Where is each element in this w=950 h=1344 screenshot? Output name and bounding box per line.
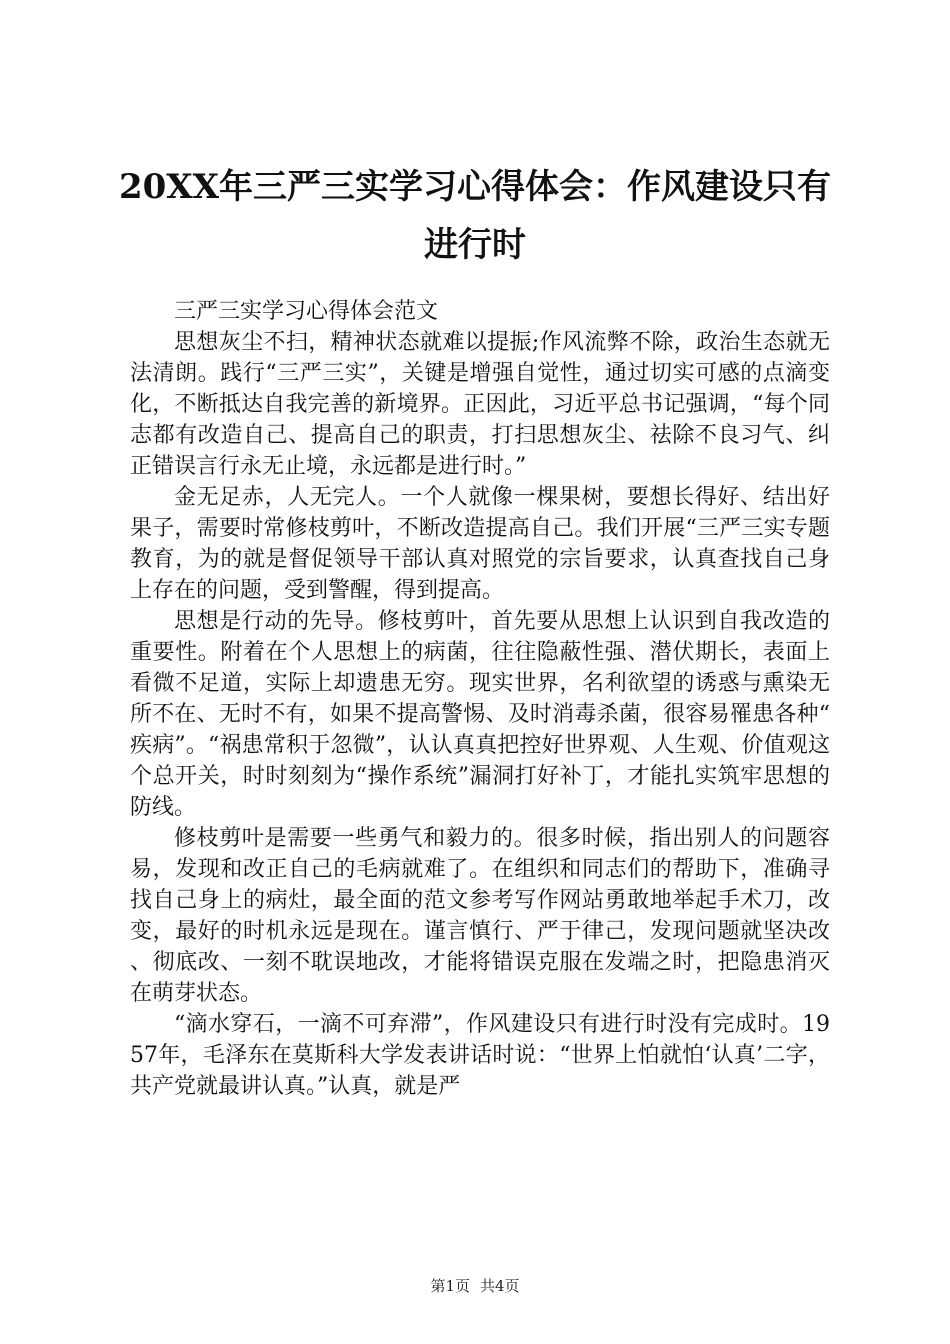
document-body <box>130 296 830 1102</box>
paragraph-1: 思想灰尘不扫，精神状态就难以提振;作风流弊不除，政治生态就无法清朗。践行“三严三实”，关键是增强自觉性，通过切实可感的点滴变化，不断抵达自我完善的新境界。正因此，习近平总书记强调，“每个同志都有改造自己、提高自己的职责，打扫思想灰尘、祛除不良习气、纠正错误言行永无止境，永远都是进行时。” <box>130 330 830 479</box>
paragraph-5: “滴水穿石，一滴不可弃滞”，作风建设只有进行时没有完成时。1957年，毛泽东在莫斯科大学发表讲话时说：“世界上怕就怕‘认真’二字，共产党就最讲认真。”认真，就是严 <box>130 1012 830 1099</box>
paragraph-2: 金无足赤，人无完人。一个人就像一棵果树，要想长得好、结出好果子，需要时常修枝剪叶，不断改造提高自己。我们开展“三严三实专题教育，为的就是督促领导干部认真对照党的宗旨要求，认真查找自己身上存在的问题，受到警醒，得到提高。 <box>130 485 830 603</box>
page-number: 第1页 <box>430 1277 470 1295</box>
paragraph-3: 思想是行动的先导。修枝剪叶，首先要从思想上认识到自我改造的重要性。附着在个人思想上的病菌，往往隐蔽性强、潜伏期长，表面上看微不足道，实际上却遗患无穷。现实世界，名利欲望的诱惑与熏染无所不在、无时不有，如果不提高警惕、及时消毒杀菌，很容易罹患各种“疾病”。“祸患常积于忽微”，认认真真把控好世界观、人生观、价值观这个总开关，时时刻刻为“操作系统”漏洞打好补丁，才能扎实筑牢思想的防线。 <box>130 609 830 820</box>
page-footer <box>0 1276 950 1296</box>
page-total: 共4页 <box>480 1277 520 1295</box>
paragraph-4: 修枝剪叶是需要一些勇气和毅力的。很多时候，指出别人的问题容易，发现和改正自己的毛病就难了。在组织和同志们的帮助下，准确寻找自己身上的病灶，最全面的范文参考写作网站勇敢地举起手术刀，改变，最好的时机永远是现在。谨言慎行、严于律己，发现问题就坚决改、彻底改、一刻不耽误地改，才能将错误克服在发端之时，把隐患消灭在萌芽状态。 <box>130 826 830 1006</box>
paragraph-subtitle: 三严三实学习心得体会范文 <box>174 299 439 324</box>
document-title: 20XX年三严三实学习心得体会：作风建设只有进行时 <box>118 167 832 265</box>
